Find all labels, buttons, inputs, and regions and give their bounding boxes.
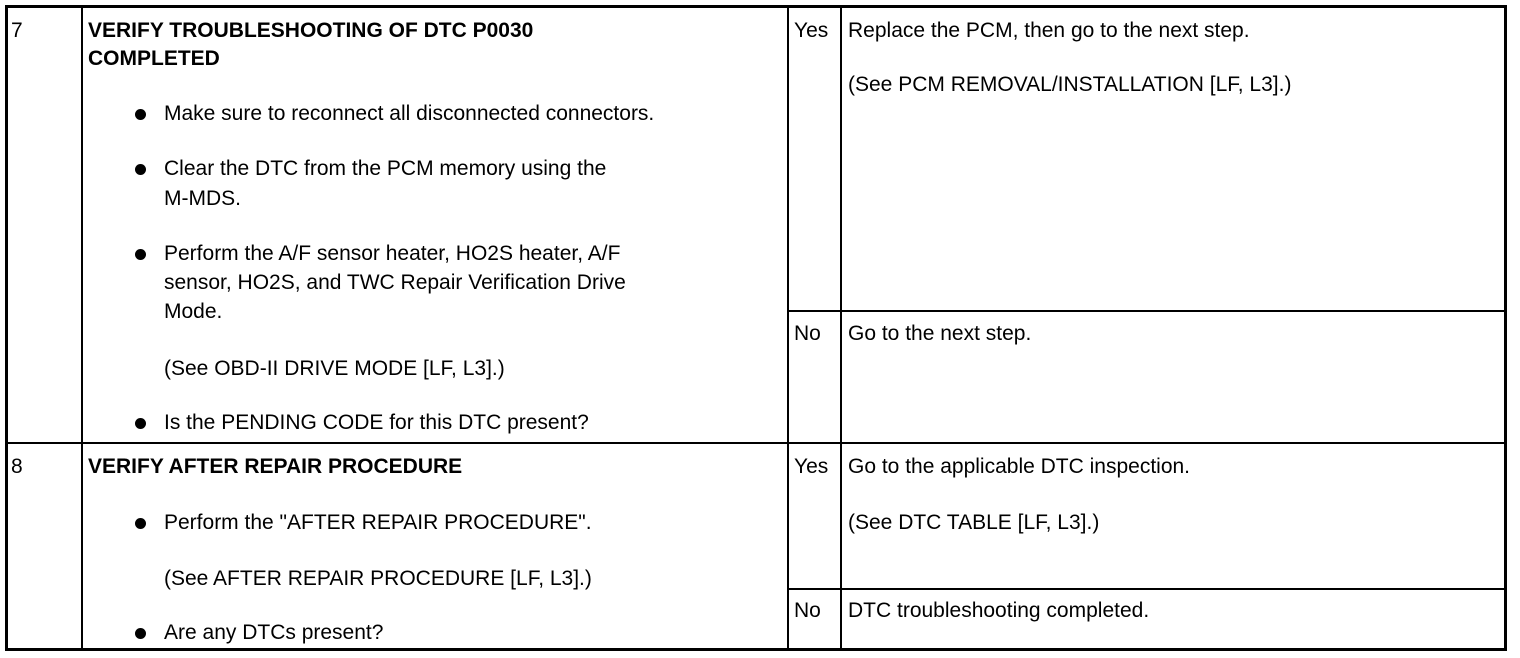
- column-divider-step: [81, 5, 83, 651]
- result-text: Go to the next step.: [848, 322, 1032, 345]
- action-text: Perform the "AFTER REPAIR PROCEDURE".: [164, 511, 592, 534]
- bullet-icon: [135, 628, 146, 639]
- action-reference: (See AFTER REPAIR PROCEDURE [LF, L3].): [164, 567, 592, 590]
- answer-yes: Yes: [794, 19, 829, 42]
- action-text: M-MDS.: [164, 187, 241, 210]
- result-reference: (See PCM REMOVAL/INSTALLATION [LF, L3].): [848, 73, 1292, 96]
- answer-yes: Yes: [794, 455, 829, 478]
- step-title-line: VERIFY TROUBLESHOOTING OF DTC P0030: [88, 19, 534, 42]
- action-text: Clear the DTC from the PCM memory using the: [164, 157, 607, 180]
- bullet-icon: [135, 164, 146, 175]
- step-title-line: COMPLETED: [88, 47, 220, 70]
- row-divider-7-8: [5, 442, 1507, 444]
- result-text: DTC troubleshooting completed.: [848, 599, 1150, 622]
- step-title-line: VERIFY AFTER REPAIR PROCEDURE: [88, 455, 463, 478]
- action-text: Perform the A/F sensor heater, HO2S heater, A/F: [164, 242, 621, 265]
- result-text: Go to the applicable DTC inspection.: [848, 455, 1191, 478]
- result-reference: (See DTC TABLE [LF, L3].): [848, 511, 1100, 534]
- answer-no: No: [794, 322, 821, 345]
- result-divider-7: [787, 310, 1507, 312]
- action-text: Is the PENDING CODE for this DTC present?: [164, 411, 589, 434]
- action-text: sensor, HO2S, and TWC Repair Verification Drive: [164, 271, 626, 294]
- action-text: Make sure to reconnect all disconnected connectors.: [164, 102, 655, 125]
- bullet-icon: [135, 249, 146, 260]
- result-text: Replace the PCM, then go to the next step.: [848, 19, 1250, 42]
- answer-no: No: [794, 599, 821, 622]
- result-divider-8: [787, 588, 1507, 590]
- column-divider-action: [787, 5, 789, 651]
- column-divider-answer: [840, 5, 842, 651]
- bullet-icon: [135, 518, 146, 529]
- step-number: 8: [11, 455, 23, 478]
- bullet-icon: [135, 418, 146, 429]
- action-text: Mode.: [164, 300, 223, 323]
- bullet-icon: [135, 109, 146, 120]
- action-text: Are any DTCs present?: [164, 621, 384, 644]
- step-number: 7: [11, 19, 23, 42]
- action-reference: (See OBD-II DRIVE MODE [LF, L3].): [164, 357, 505, 380]
